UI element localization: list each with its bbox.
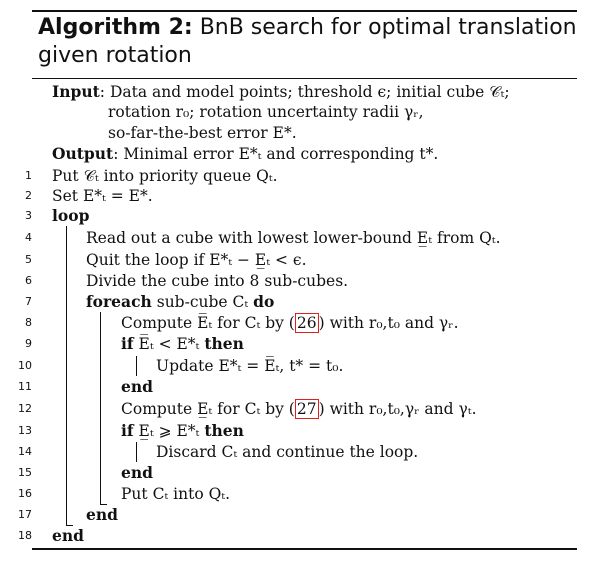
step-text: Discard Cₜ and continue the loop. xyxy=(156,443,419,461)
end-keyword: end xyxy=(86,505,118,524)
line-number: 14 xyxy=(18,445,32,458)
line-number: 18 xyxy=(18,529,32,542)
step-17 xyxy=(86,505,118,525)
line-number: 11 xyxy=(18,380,32,393)
step-text: E̅ₜ < E*ₜ xyxy=(138,335,200,353)
title-rule xyxy=(32,78,577,79)
step-14 xyxy=(156,442,418,462)
loop-block-hook xyxy=(66,525,73,526)
foreach-block-bar xyxy=(100,312,101,505)
line-number: 4 xyxy=(25,231,32,244)
line-number: 1 xyxy=(25,169,32,182)
step-text: Set E*ₜ = E*. xyxy=(52,187,153,205)
line-number: 9 xyxy=(25,337,32,350)
then-keyword: then xyxy=(204,334,244,353)
algorithm-label: Algorithm 2: xyxy=(38,15,193,40)
output-text: : Minimal error E*ₜ and corresponding t*. xyxy=(113,145,439,163)
step-11 xyxy=(121,377,153,397)
step-3 xyxy=(52,206,89,226)
input-line xyxy=(52,82,510,102)
line-number: 8 xyxy=(25,316,32,329)
step-text: Divide the cube into 8 sub-cubes. xyxy=(86,272,349,290)
step-text: Compute E̲ₜ for Cₜ by ( xyxy=(121,400,295,418)
foreach-keyword: foreach xyxy=(86,292,152,311)
step-13 xyxy=(121,421,244,441)
line-number: 10 xyxy=(18,359,32,372)
step-5 xyxy=(86,250,307,270)
then-keyword: then xyxy=(204,421,244,440)
step-2 xyxy=(52,186,153,206)
line-number: 6 xyxy=(25,274,32,287)
input-text-2: rotation r₀; rotation uncertainty radii γᵣ, xyxy=(108,103,424,121)
line-number: 15 xyxy=(18,466,32,479)
step-text: E̲ₜ ⩾ E*ₜ xyxy=(138,422,200,440)
input-text-1: : Data and model points; threshold ϵ; initial cube 𝒞ₜ; xyxy=(99,83,510,101)
end-keyword: end xyxy=(121,377,153,396)
step-text: Compute E̅ₜ for Cₜ by ( xyxy=(121,314,295,332)
end-keyword: end xyxy=(52,526,84,545)
do-keyword: do xyxy=(253,292,275,311)
if-keyword: if xyxy=(121,421,134,440)
step-16 xyxy=(121,484,230,504)
algorithm-caption: BnB search for optimal translation given rotation xyxy=(38,15,577,68)
step-6 xyxy=(86,271,348,291)
line-number: 17 xyxy=(18,508,32,521)
step-text: ) with r₀,t₀ and γᵣ. xyxy=(318,314,459,332)
step-4 xyxy=(86,228,501,248)
equation-ref-link[interactable]: 27 xyxy=(296,400,317,418)
input-line-2 xyxy=(108,102,424,122)
algorithm-title xyxy=(38,14,578,70)
step-text: Put Cₜ into Qₜ. xyxy=(121,485,231,503)
step-text: Quit the loop if E*ₜ − E̲ₜ < ϵ. xyxy=(86,251,307,269)
line-number: 13 xyxy=(18,424,32,437)
top-rule xyxy=(32,10,577,12)
if-block-bar-2 xyxy=(136,442,137,462)
line-number: 12 xyxy=(18,402,32,415)
step-text: Read out a cube with lowest lower-bound E̲ₜ from Qₜ. xyxy=(86,229,501,247)
bottom-rule xyxy=(32,548,577,550)
input-keyword: Input xyxy=(52,82,100,101)
foreach-block-hook xyxy=(100,504,107,505)
equation-ref-link[interactable]: 26 xyxy=(296,314,317,332)
if-block-bar-1 xyxy=(136,356,137,376)
step-text: sub-cube Cₜ xyxy=(156,293,249,311)
step-text: ) with r₀,t₀,γᵣ and γₜ. xyxy=(318,400,477,418)
output-keyword: Output xyxy=(52,144,114,163)
step-7 xyxy=(86,292,274,312)
step-10 xyxy=(156,356,343,376)
step-15 xyxy=(121,463,153,483)
loop-keyword: loop xyxy=(52,206,90,225)
output-line xyxy=(52,144,438,164)
step-18 xyxy=(52,526,84,546)
input-text-3: so-far-the-best error E*. xyxy=(108,124,297,142)
step-1 xyxy=(52,166,278,186)
if-keyword: if xyxy=(121,334,134,353)
step-text: Update E*ₜ = E̅ₜ, t* = t₀. xyxy=(156,357,344,375)
line-number: 2 xyxy=(25,189,32,202)
loop-block-bar xyxy=(66,226,67,526)
line-number: 3 xyxy=(25,209,32,222)
line-number: 16 xyxy=(18,487,32,500)
step-12 xyxy=(121,399,477,419)
line-number: 5 xyxy=(25,253,32,266)
step-9 xyxy=(121,334,244,354)
input-line-3 xyxy=(108,123,297,143)
step-text: Put 𝒞ₜ into priority queue Qₜ. xyxy=(52,167,278,185)
end-keyword: end xyxy=(121,463,153,482)
line-number: 7 xyxy=(25,295,32,308)
step-8 xyxy=(121,313,459,333)
